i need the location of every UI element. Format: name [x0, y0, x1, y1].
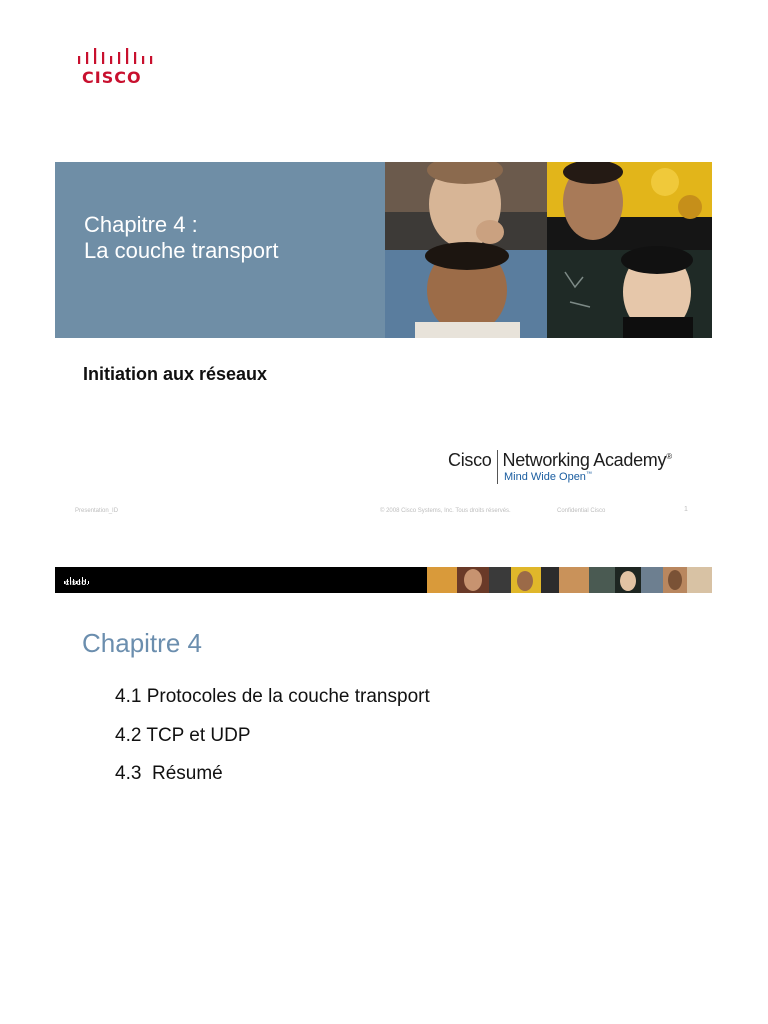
- title-line-1: Chapitre 4 :: [84, 212, 198, 237]
- header-photo-strip: [427, 567, 712, 593]
- page-number: 1: [684, 506, 688, 513]
- networking-academy-logo: [448, 450, 693, 490]
- footer-presentation-id: Presentation_ID: [75, 508, 119, 514]
- footer-copyright: © 2008 Cisco Systems, Inc. Tous droits réservés.: [380, 508, 511, 514]
- academy-name: Networking Academy: [502, 450, 667, 470]
- cisco-mini-logo-text: CISCO.: [65, 581, 89, 587]
- academy-registered-mark: ®: [666, 452, 672, 461]
- outline-item: 4.2 TCP et UDP: [115, 725, 251, 746]
- slide-subtitle: Initiation aux réseaux: [83, 364, 268, 384]
- title-banner: [55, 162, 712, 338]
- cisco-logo: [76, 44, 156, 88]
- chapter-heading: Chapitre 4: [82, 628, 202, 658]
- footer-confidential: Confidential Cisco: [557, 508, 606, 514]
- outline-item: 4.3 Résumé: [115, 763, 223, 784]
- slide-header-bar: [55, 567, 712, 593]
- title-line-2: La couche transport: [84, 238, 279, 263]
- academy-divider: [497, 450, 498, 484]
- outline-item: 4.1 Protocoles de la couche transport: [115, 686, 430, 707]
- academy-tagline: [504, 471, 592, 483]
- slide-title: [84, 212, 278, 264]
- cisco-mini-logo: [63, 572, 93, 590]
- student-photos: [385, 162, 712, 338]
- tagline-text: Mind Wide Open: [504, 471, 586, 483]
- tagline-trademark: ™: [585, 471, 592, 478]
- academy-cisco: Cisco: [448, 450, 492, 470]
- cisco-logo-text: CISCO: [82, 68, 142, 87]
